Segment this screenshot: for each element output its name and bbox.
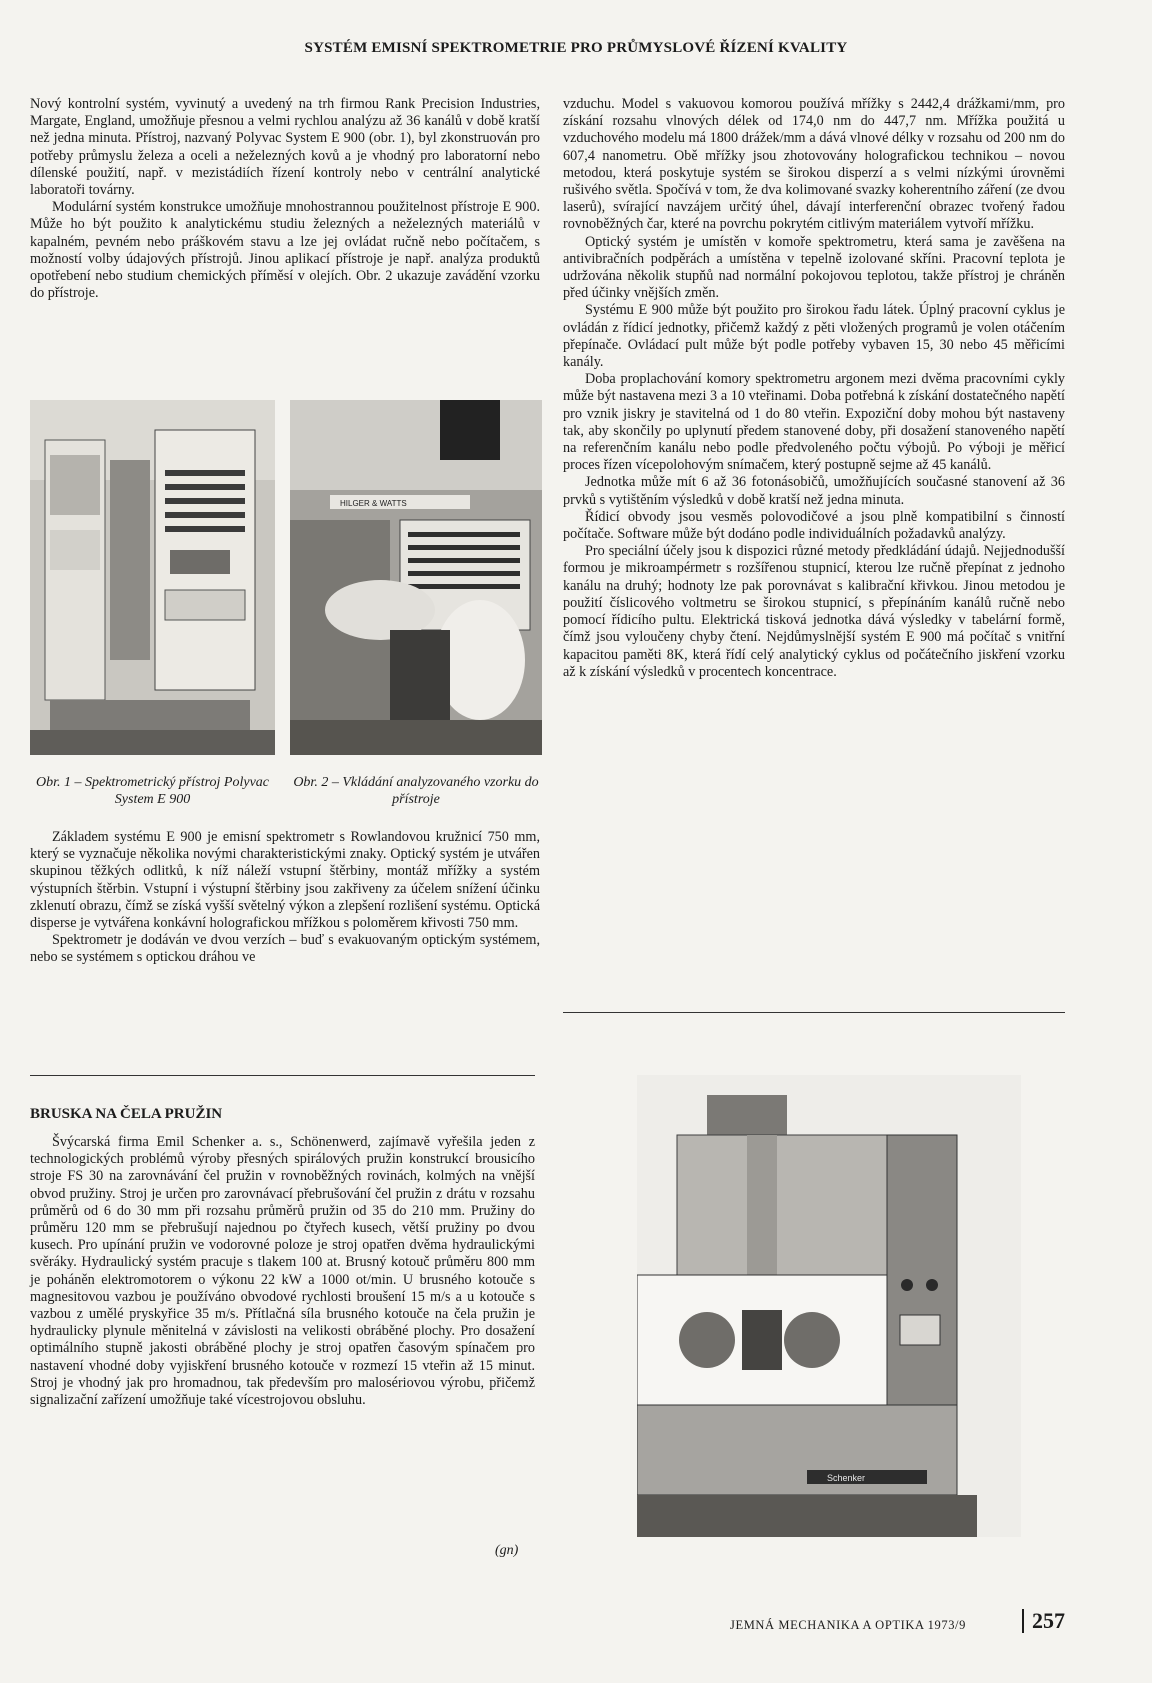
paragraph: Modulární systém konstrukce umožňuje mnohostrannou použitelnost přístroje E 900. Může ho být použito k analytickému studiu železných a neželezných materiálů v kapalném, pevném nebo práškovém stavu a lze jej ovládat ručně nebo počítačem, s možností volby údajových přístrojů. Jinou aplikací přístroje je např. analýza produktů opotřebení nebo studium chemických příměsí v olejích. Obr. 2 ukazuje zavádění vzorku do přístroje. bbox=[30, 199, 540, 302]
article2-title: BRUSKA NA ČELA PRUŽIN bbox=[30, 1106, 223, 1122]
article2-body bbox=[30, 1134, 535, 1409]
photo-grinding-machine bbox=[637, 1075, 1021, 1537]
paragraph: Systému E 900 může být použito pro širokou řadu látek. Úplný pracovní cyklus je ovládán z řídicí jednotky, přičemž každý z pěti vložených programů je volen otáčením přepínače. Ovládací pult může být podle potřeby vybaven 15, 30 nebo 45 měřicími kanály. bbox=[563, 302, 1065, 371]
paragraph: vzduchu. Model s vakuovou komorou používá mřížky s 2442,4 drážkami/mm, pro získání rozsahu vlnových délek od 174,0 nm do 447,7 nm. Mřížka použitá u vzduchového modelu má 1800 drážek/mm a dává vlnové délky v rozsahu od 200 nm do 607,4 nanometru. Obě mřížky jsou zhotovovány holografickou technikou – novou metodou, která poskytuje systém se širokou disperzí a s velmi nízkými úrovněmi rušivého světla. Spočívá v tom, že dva kolimované svazky koherentního záření (ze dvou laserů), svírající navzájem určitý úhel, dávají interferenční obrazec tvořený řadou rovnoběžných čar, které na povrchu pokrytém citlivým materiálem vytvoří mřížku. bbox=[563, 96, 1065, 233]
article1-left-bottom-column bbox=[30, 829, 540, 967]
figure2-caption: Obr. 2 – Vkládání analyzovaného vzorku do přístroje bbox=[293, 775, 539, 807]
paragraph: Nový kontrolní systém, vyvinutý a uvedený na trh firmou Rank Precision Industries, Margate, England, umožňuje přesnou a velmi rychlou analýzu až 36 kanálů v době kratší než jedna minuta. Přístroj, nazvaný Polyvac System E 900 (obr. 1), byl zkonstruován pro potřeby průmyslu železa a oceli a neželezných kovů a je vhodný pro laboratorní nebo dílenské použití, např. v mezistádiích řízení kontroly nebo v centrální analytické laboratoři továrny. bbox=[30, 96, 540, 199]
paragraph: Řídicí obvody jsou vesměs polovodičové a jsou plně kompatibilní s činností počítače. Software může být dodáno podle individuálních požadavků analýzy. bbox=[563, 508, 1065, 543]
photo2-label: HILGER & WATTS bbox=[340, 499, 407, 508]
section-divider-right bbox=[563, 1012, 1065, 1013]
photo-machine-illustration bbox=[637, 1075, 1021, 1537]
page-header-title: SYSTÉM EMISNÍ SPEKTROMETRIE PRO PRŮMYSLOVÉ ŘÍZENÍ KVALITY bbox=[304, 40, 848, 56]
photo-polyvac-system bbox=[30, 400, 275, 755]
page-number: 257 bbox=[1022, 1609, 1065, 1633]
machine-brand-label: Schenker bbox=[827, 1473, 866, 1483]
journal-footer: JEMNÁ MECHANIKA A OPTIKA 1973/9 bbox=[730, 1618, 966, 1632]
section-divider-left bbox=[30, 1075, 535, 1076]
article1-left-top-column bbox=[30, 96, 540, 302]
paragraph: Pro speciální účely jsou k dispozici různé metody předkládání údajů. Nejjednodušší formou je mikroampérmetr s rozšířenou stupnicí, kterou lze ručně přepínat z jednoho kanálu na druhý; hodnoty lze pak porovnávat s kalibrační křivkou. Jinou metodou je použití číslicového voltmetru se širokou stupnicí, s přepínáním kanálů ručně nebo pomocí řídicího pultu. Elektrická tisková jednotka dává výsledky v tabelární formě, čímž jsou vyloučeny chyby čtení. Nejdůmyslnější systém E 900 má počítač s vnitřní kapacitou paměti 8K, která řídí celý analytický cyklus od počátečního jiskření vzorku až k získání výsledků v procentech koncentrace. bbox=[563, 543, 1065, 680]
photo-sample-loading bbox=[290, 400, 542, 755]
paragraph: Základem systému E 900 je emisní spektrometr s Rowlandovou kružnicí 750 mm, který se vyznačuje několika novými charakteristickými znaky. Optický systém je utvářen skupinou těžkých odlitků, k níž náleží vstupní štěrbiny, montáž mřížky a systém výstupních štěrbin. Vstupní i výstupní štěrbiny jsou zakřiveny za účelem snížení účinku zklenutí obrazu, čímž se získá vyšší světelný výkon a zlepšení rozlišení systému. Optická disperse je vytvářena konkávní holografickou mřížkou s poloměrem křivosti 750 mm. bbox=[30, 829, 540, 932]
article1-right-column bbox=[563, 96, 1065, 681]
paragraph: Optický systém je umístěn v komoře spektrometru, která sama je zavěšena na antivibračních podpěrách a umístěna v tepelně izolované skříni. Pracovní teplota je udržována několik stupňů nad normální pokojovou teplotou, takže přístroj je chráněn před účinky vnějších změn. bbox=[563, 233, 1065, 302]
photo-sample-illustration bbox=[290, 400, 542, 755]
paragraph: Doba proplachování komory spektrometru argonem mezi dvěma pracovními cykly může být nastavena mezi 3 a 10 vteřinami. Doba potřebná k získání dostatečného napětí pro vznik jiskry je stavitelná od 1 do 80 vteřin. Expoziční doby mohou být nastaveny tak, aby skončily po uplynutí předem stanovené doby, při dosažení stanoveného napětí na referenčním kanálu nebo podle předvoleného počtu výbojů. Po výboji je měřicí proces řízen vícepolohovým snímačem, který postupně sejme až 45 kanálů. bbox=[563, 371, 1065, 474]
paragraph: Jednotka může mít 6 až 36 fotonásobičů, umožňujících současné stanovení až 36 prvků s vytištěním výsledků v době kratší než jedna minuta. bbox=[563, 474, 1065, 508]
figure1-caption: Obr. 1 – Spektrometrický přístroj Polyvac System E 900 bbox=[35, 775, 270, 807]
paragraph: Spektrometr je dodáván ve dvou verzích – buď s evakuovaným optickým systémem, nebo se systémem s optickou dráhou ve bbox=[30, 932, 540, 966]
photo-polyvac-illustration bbox=[30, 400, 275, 755]
paragraph: Švýcarská firma Emil Schenker a. s., Schönenwerd, zajímavě vyřešila jeden z technologických problémů výroby přesných spirálových pružin konstrukcí brousicího stroje FS 30 na zarovnávání čel pružin v rovnoběžných rovinách, kolmých na vnější obvod pružiny. Stroj je určen pro zarovnávací přebrušování čel pružin z drátu v rozsahu průměrů od 6 do 30 mm při rozsahu průměrů pružin od 35 do 210 mm. Pružiny do průměru 120 mm se přebrušují najednou po čtyřech kusech, větší pružiny po dvou kusech. Pro upínání pružin ve vodorovné poloze je stroj opatřen dvěma hydraulickými svěráky. Hydraulický systém pracuje s tlakem 100 at. Brusný kotouč průměru 800 mm je poháněn elektromotorem o výkonu 22 kW a 1000 ot/min. U brusného kotouče s magnesitovou vazbou je používáno obvodové rychlosti broušení 15 m/s a u kotouče s vazbou z umělé pryskyřice 35 m/s. Přítlačná síla brusného kotouče na čela pružin je hydraulicky plynule měnitelná v závislosti na velikosti obráběné plochy. Pro dosažení optimálního stupně jakosti obráběné plochy je stroj opatřen časovým spínačem pro nastavení vhodné doby vyjiskření brusného kotouče v rozmezí 15 vteřin až 15 minut. Stroj je vhodný jak pro hromadnou, tak především pro malosériovou výrobu, přičemž signalizační zařízení umožňuje také vícestrojovou obsluhu. bbox=[30, 1134, 535, 1409]
author-initials: (gn) bbox=[495, 1543, 519, 1558]
